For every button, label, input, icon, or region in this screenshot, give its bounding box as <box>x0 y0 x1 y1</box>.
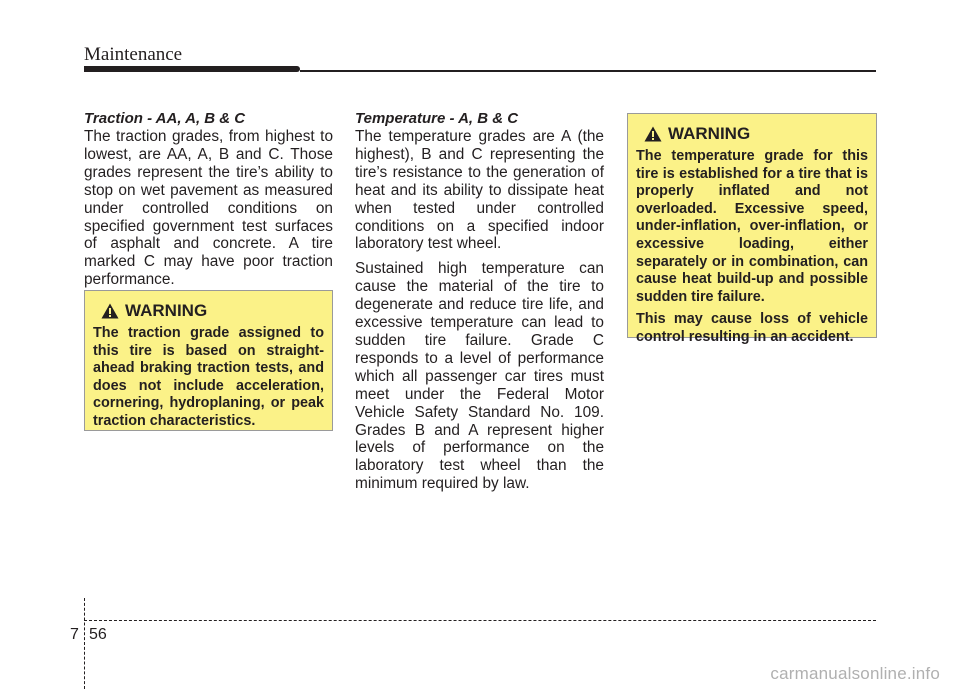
temperature-warning-text-2: This may cause loss of vehicle control resulting in an accident. <box>636 311 868 345</box>
temperature-warning-box <box>627 113 877 345</box>
traction-warning-box <box>84 290 333 431</box>
footer-divider-vertical <box>84 598 85 689</box>
header-rule-thick <box>84 66 300 72</box>
temperature-warning-title: WARNING <box>668 124 751 143</box>
traction-warning-title: WARNING <box>125 301 208 320</box>
page-section-title: Maintenance <box>84 44 183 65</box>
temperature-paragraph-2: Sustained high temperature can cause the material of the tire to degenerate and reduce tire life, and excessive temperature can lead to sudden tire failure. Grade C responds to a level of performance which all passenger car tires must meet under the Federal Motor Vehicle Safety Standard No. 109. Grades B and A represent higher levels of performance on the laboratory test wheel than the minimum required by law. <box>355 260 604 493</box>
traction-warning-header <box>101 301 324 321</box>
traction-paragraph: The traction grades, from highest to lowest, are AA, A, B and C. Those grades represent the tire’s ability to stop on wet pavement as measured under controlled conditions on specified government test surfaces of asphalt and concrete. A tire marked C may have poor traction performance. <box>84 128 333 289</box>
temperature-warning-text-1: The temperature grade for this tire is established for a tire that is properly inflated and not overloaded. Excessive speed, under-inflation, over-inflation, or excessive loading, either separately or in combination, can cause heat build-up and possible sudden tire failure. <box>636 148 868 305</box>
warning-triangle-icon <box>101 303 119 319</box>
temperature-warning-header <box>644 124 868 144</box>
chapter-number: 7 <box>70 626 79 643</box>
traction-warning-text: The traction grade assigned to this tire is based on straight-ahead braking traction tests, and does not include acceleration, cornering, hydroplaning, or peak traction characteristics. <box>93 325 324 429</box>
temperature-heading: Temperature - A, B & C <box>355 110 519 127</box>
header-rule-thin <box>300 70 876 72</box>
temperature-paragraph-1: The temperature grades are A (the highest), B and C representing the tire’s resistance to the generation of heat and its ability to dissipate heat when tested under controlled conditions on a specified indoor laboratory test wheel. <box>355 128 604 253</box>
watermark: carmanualsonline.info <box>770 664 940 683</box>
page-number: 56 <box>89 626 107 643</box>
temperature-body <box>355 128 604 500</box>
traction-body <box>84 128 333 296</box>
warning-triangle-icon <box>644 126 662 142</box>
footer-divider-horizontal <box>84 620 876 621</box>
traction-heading: Traction - AA, A, B & C <box>84 110 246 127</box>
